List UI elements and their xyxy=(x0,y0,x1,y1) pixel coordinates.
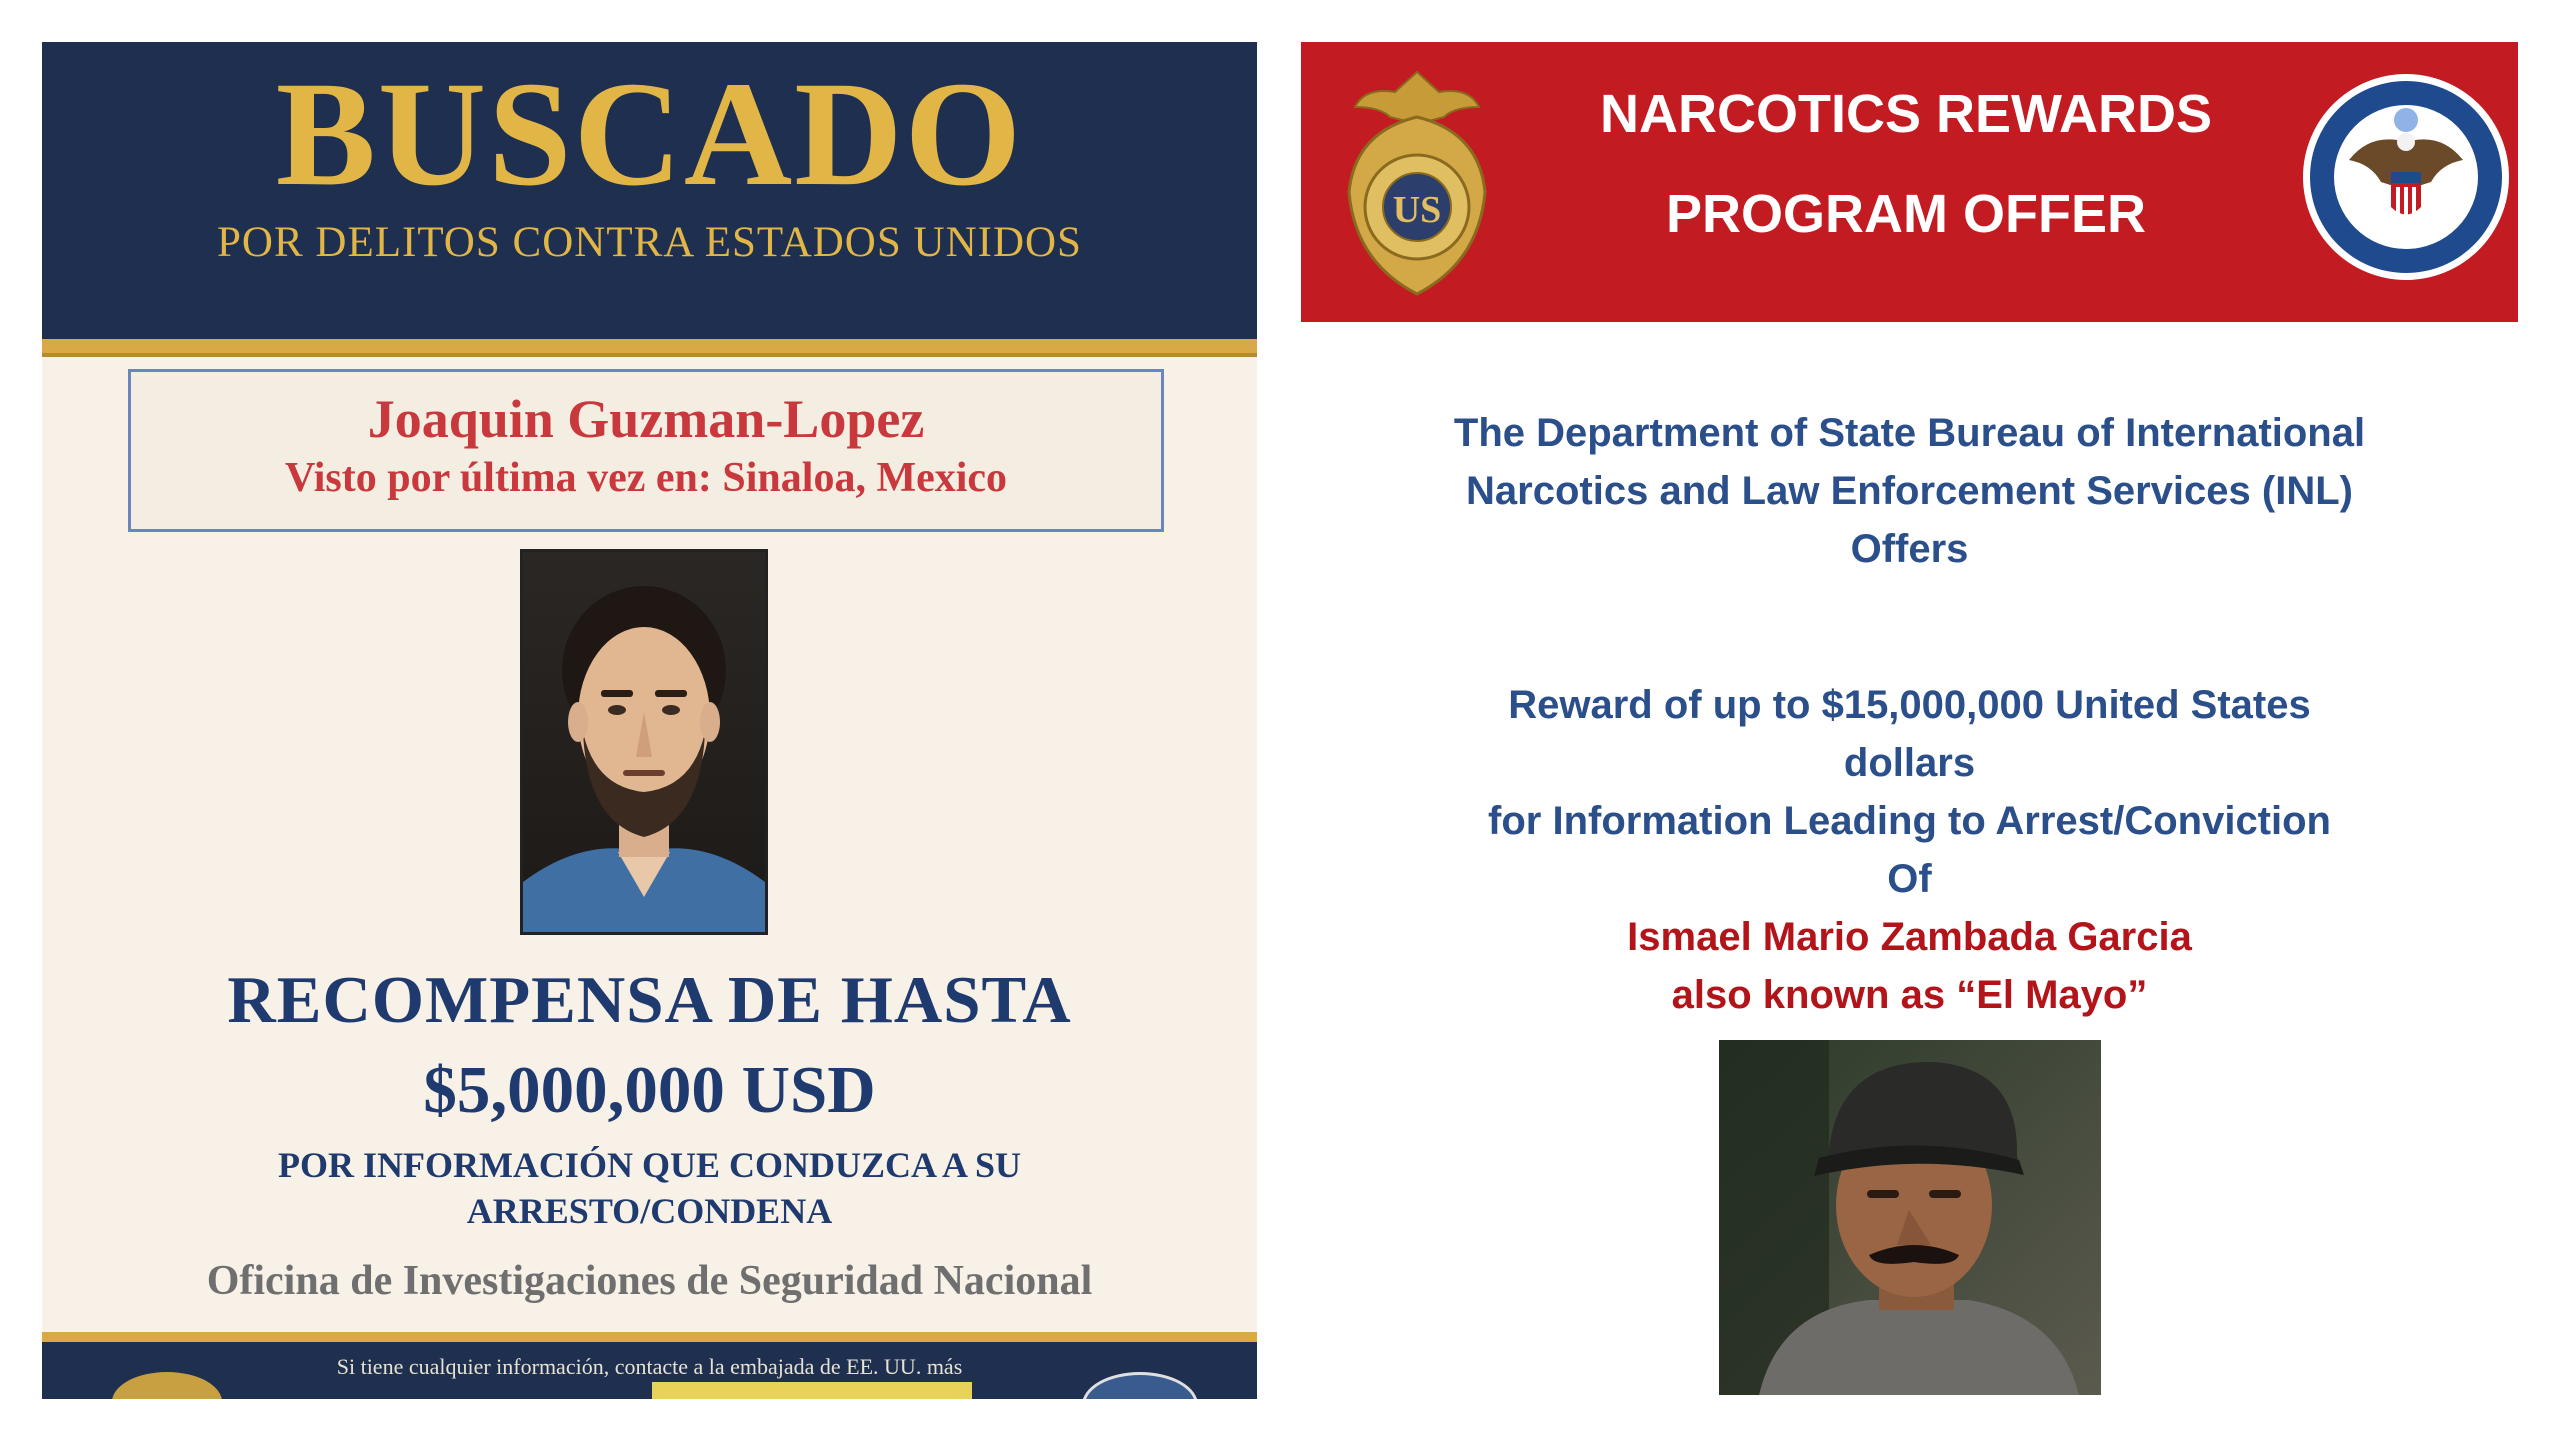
reward-line2: dollars xyxy=(1843,741,1976,785)
offer-intro-line2: Narcotics and Law Enforcement Services (INL) xyxy=(1466,469,2353,513)
reward-program-title xyxy=(1541,64,2271,264)
target-photo xyxy=(1719,1040,2101,1395)
reward-conditions xyxy=(42,1142,1257,1234)
footer-divider xyxy=(42,1332,1257,1342)
reward-heading: RECOMPENSA DE HASTA xyxy=(227,963,1072,1037)
reward-title-line2: PROGRAM OFFER xyxy=(1666,184,2146,244)
wanted-name: Joaquin Guzman-Lopez xyxy=(367,389,925,449)
target-alias: also known as “El Mayo” xyxy=(1671,973,2148,1017)
reward-title-line1: NARCOTICS REWARDS xyxy=(1599,84,2212,144)
reward-conditions-line2: ARRESTO/CONDENA xyxy=(466,1191,833,1231)
offer-intro-line1: The Department of State Bureau of International xyxy=(1453,411,2366,455)
poster-footer xyxy=(42,1342,1257,1399)
offer-intro xyxy=(1301,404,2518,578)
name-box xyxy=(128,369,1164,532)
issuing-office: Oficina de Investigaciones de Seguridad Nacional xyxy=(206,1258,1093,1304)
reward-line4: Of xyxy=(1887,857,1932,901)
poster-title: BUSCADO xyxy=(275,51,1024,217)
header-divider xyxy=(42,339,1257,357)
reward-conditions-line1: POR INFORMACIÓN QUE CONDUZCA A SU xyxy=(277,1145,1022,1185)
wanted-poster-left xyxy=(42,42,1257,1399)
target-name: Ismael Mario Zambada Garcia xyxy=(1627,915,2192,959)
offer-intro-line3: Offers xyxy=(1850,527,1969,571)
reward-line1: Reward of up to $15,000,000 United States xyxy=(1508,683,2311,727)
footer-contact-text: Si tiene cualquier información, contacte a la embajada de EE. UU. más xyxy=(336,1354,963,1379)
poster-header xyxy=(42,42,1257,339)
badge-us-text: US xyxy=(1392,189,1442,231)
state-department-seal-icon xyxy=(2301,72,2511,282)
reward-details xyxy=(1301,676,2518,1024)
target-portrait-image xyxy=(1719,1040,2101,1395)
footer-highlight xyxy=(652,1382,972,1399)
suspect-photo xyxy=(520,549,768,935)
suspect-portrait-image xyxy=(523,552,765,932)
reward-header xyxy=(1301,42,2518,322)
dea-badge-icon xyxy=(1335,62,1500,302)
last-seen-text: Visto por última vez en: Sinaloa, Mexico xyxy=(284,455,1008,501)
reward-poster-right xyxy=(1301,42,2518,1399)
poster-subtitle: POR DELITOS CONTRA ESTADOS UNIDOS xyxy=(217,219,1082,266)
reward-line3: for Information Leading to Arrest/Conviction xyxy=(1488,799,2331,843)
reward-amount: $5,000,000 USD xyxy=(423,1053,876,1127)
